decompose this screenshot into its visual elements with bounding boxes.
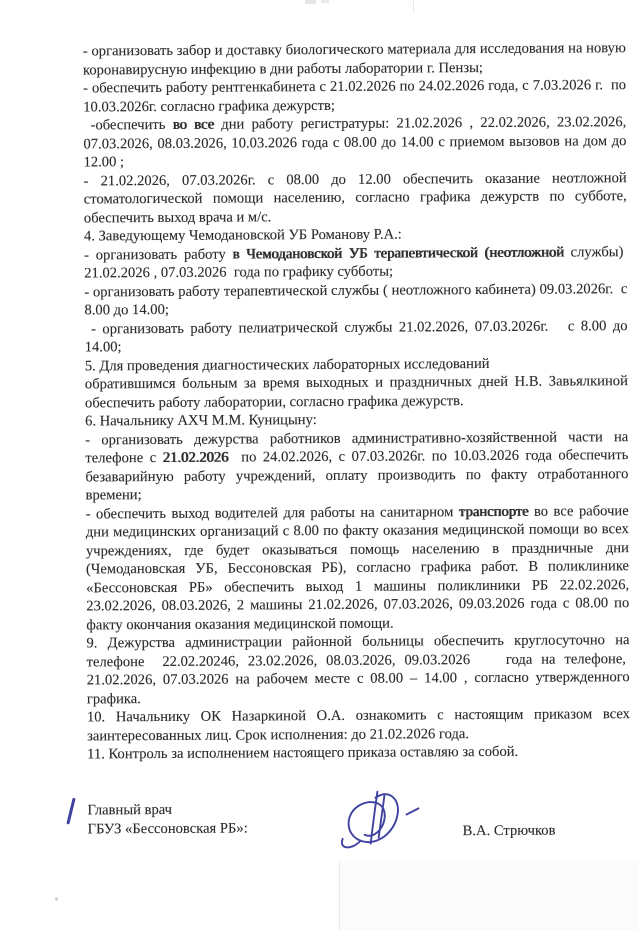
paragraph — [84, 280, 627, 320]
text-run: 21.02.2026 — [162, 449, 229, 466]
signer-title-line2: ГБУЗ «Бессоновская РБ»: — [87, 820, 248, 838]
signer-name: В.А. Стрючков — [462, 822, 556, 840]
scan-artifact-line — [339, 861, 340, 930]
text-run: - организовать работу — [84, 246, 233, 263]
signature-autograph — [320, 783, 420, 862]
text-run: 11. Контроль за исполнением настоящего приказа оставляю за собой. — [87, 743, 519, 763]
text-run: дни работу регистратуры: 21.02.2026 , 22.02.2026, 23.02.2026, 07.03.2026, 08.03.2026, 10.03.2026 года с 08.00 до 14.00 с приемом вызовов на дом до 12.00 ; — [83, 114, 627, 171]
scan-artifact-line — [413, 0, 414, 13]
scan-artifact-shade — [340, 861, 638, 930]
paragraph — [83, 76, 626, 116]
paragraph — [83, 39, 626, 79]
paragraph — [85, 317, 628, 357]
text-run: в Чемодановской УБ терапевтической (неотложной — [232, 244, 564, 263]
paragraph — [85, 428, 628, 505]
text-run: - организовать работу терапевтической службы ( неотложного кабинета) 09.03.2026г. с 8.00 до 14.00; — [84, 280, 628, 319]
paragraph — [84, 243, 627, 283]
scan-artifact-dot — [55, 897, 58, 901]
paragraph — [86, 631, 629, 708]
scan-artifact-blob — [321, 0, 329, 3]
paragraph — [86, 502, 630, 635]
text-run: - 21.02.2026, 07.03.2026г. с 08.00 до 12.00 обеспечить оказание неотложной стоматологической помощи населению, согласно графика дежурств по субботе, обеспечить выход врача и м/с. — [83, 169, 627, 226]
text-run: 9. Дежурства администрации районной больницы обеспечить круглосуточно на телефоне 22.02.20246, 23.02.2026, 08.03.2026, 09.03.2026 года на телефоне, 21.02.2026, 07.03.2026 на рабочем месте с 08.00 – 14.00 , согласно утвержденного графика. — [86, 632, 630, 707]
text-run: 5. Для проведения диагностических лабораторных исследований — [84, 355, 490, 374]
paragraph — [85, 372, 628, 412]
signer-title-line1: Главный врач — [87, 801, 173, 819]
text-run: во все рабочие дни медицинских организаций с 8.00 по факту оказания медицинской помощи во всех учреждениях, где будет оказываться помощь населению в праздничные дни (Чемодановская УБ, Бессоновская РБ), согласно графика работ. В поликлинике «Бессоновская РБ» обеспечить выход 1 машины поликлиники РБ 22.02.2026, 23.02.2026, 08.03.2026, 2 машины 21.02.2026, 07.03.2026, 09.03.2026 года с 08.00 по факту окончания оказания медицинской помощи. — [85, 502, 630, 633]
text-run: обратившимся больным за время выходных и праздничных дней Н.В. Завьялкиной обеспечить работу лаборатории, согласно графика дежурств. — [84, 373, 628, 411]
paragraph — [83, 113, 626, 172]
order-text-body — [83, 39, 630, 764]
paragraph — [84, 169, 627, 228]
text-run: - организовать дежурства работников административно-хозяйственной части на телефоне с — [85, 428, 629, 467]
text-run: -обеспечить — [83, 116, 173, 134]
text-run: службы) 21.02.2026 , 07.03.2026 года по графику субботы; — [84, 243, 628, 282]
text-run: по 24.02.2026, с 07.03.2026г. по 10.03.2026 года обеспечить безаварийную работу учреждений, оплату производить по факту отработанного времени; — [85, 447, 629, 504]
text-run: 10. Начальнику ОК Назаркиной О.А. ознакомить с настоящим приказом всех заинтересованных лиц. Срок исполнения: до 21.02.2026 года. — [86, 706, 630, 744]
text-run: - обеспечить работу рентгенкабинета с 21.02.2026 по 24.02.2026 года, с 7.03.2026 г. по 10.03.2026г. согласно графика дежурств; — [83, 77, 627, 115]
text-run: 4. Заведующему Чемодановской УБ Романову Р.А.: — [83, 226, 402, 245]
text-run: во все — [172, 116, 215, 133]
text-run: - обеспечить выход водителей для работы на санитарном — [85, 503, 459, 522]
paragraph — [87, 742, 630, 764]
pen-slash-mark — [66, 798, 75, 825]
text-run: 6. Начальнику АХЧ М.М. Куницыну: — [85, 412, 317, 430]
signer-title — [87, 800, 247, 839]
scan-artifact-blob — [305, 0, 316, 4]
text-run: транспорте — [458, 503, 529, 520]
text-run: - организовать работу пелиатрической службы 21.02.2026, 07.03.2026г. с 8.00 до 14.00; — [84, 317, 628, 356]
paragraph — [87, 705, 630, 745]
text-run: - организовать забор и доставку биологического материала для исследования на новую коронавирусную инфекцию в дни работы лаборатории г. Пензы; — [82, 40, 626, 78]
